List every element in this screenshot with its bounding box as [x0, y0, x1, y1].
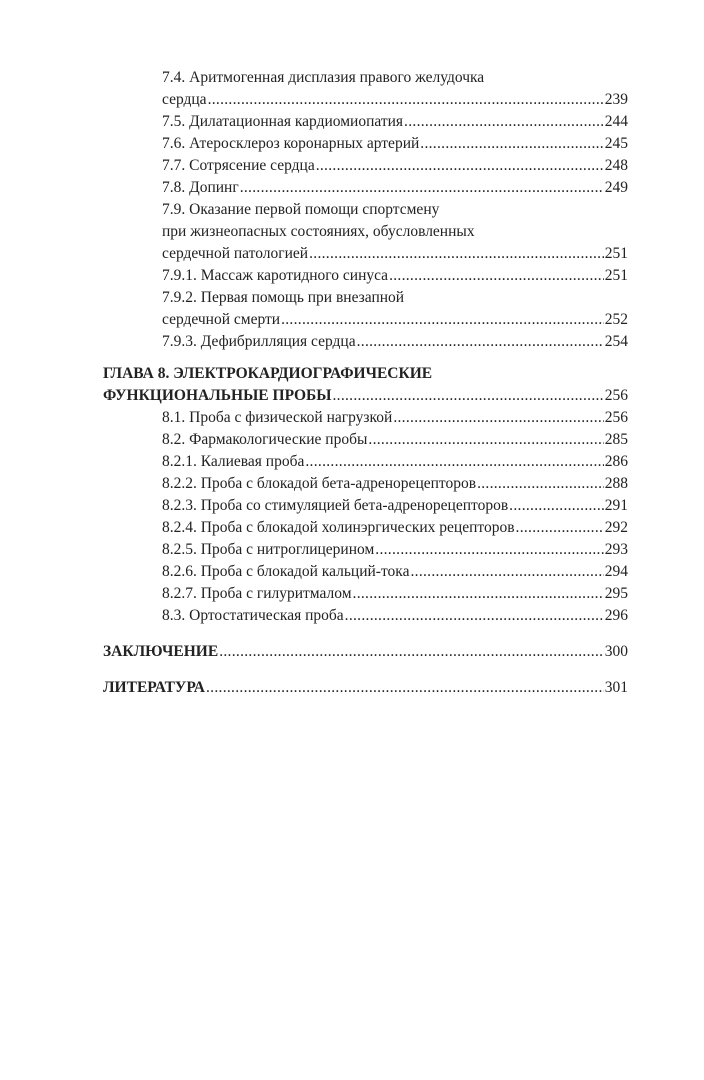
toc-entry-7-9-2-title	[162, 287, 628, 309]
toc-entry-8-2-6[interactable]	[162, 561, 628, 583]
toc-entry-text: сердечной смерти	[162, 311, 281, 328]
toc-entry-7-9-3[interactable]	[162, 331, 628, 353]
toc-entry-7-4-title	[162, 67, 628, 89]
dot-leader	[375, 539, 603, 561]
toc-page-number: 239	[604, 91, 628, 108]
dot-leader	[410, 561, 603, 583]
toc-entry-text: 7.9.2. Первая помощь при внезапной	[162, 289, 405, 306]
dot-leader	[357, 331, 604, 353]
toc-page-number: 252	[604, 311, 628, 328]
toc-page-number: 301	[604, 679, 628, 696]
toc-entry-text: 7.5. Дилатационная кардиомиопатия	[162, 113, 404, 130]
toc-page-number: 248	[604, 157, 628, 174]
toc-entry-7-9-1[interactable]	[162, 265, 628, 287]
toc-conclusion[interactable]	[103, 641, 628, 663]
toc-entry-text: 7.6. Атеросклероз коронарных артерий	[162, 135, 420, 152]
dot-leader	[477, 473, 604, 495]
toc-entry-7-4[interactable]	[162, 89, 628, 111]
toc-entry-8-3[interactable]	[162, 605, 628, 627]
dot-leader	[393, 407, 603, 429]
dot-leader	[316, 155, 604, 177]
toc-entry-text: 8.2.7. Проба с гилуритмалом	[162, 585, 352, 602]
toc-chapter-text: ГЛАВА 8. ЭЛЕКТРОКАРДИОГРАФИЧЕСКИЕ	[103, 365, 433, 382]
dot-leader	[353, 583, 604, 605]
toc-page-number: 251	[604, 245, 628, 262]
dot-leader	[345, 605, 604, 627]
toc-entry-8-2-2[interactable]	[162, 473, 628, 495]
toc-entry-8-2-4[interactable]	[162, 517, 628, 539]
toc-entry-text: сердца	[162, 91, 207, 108]
toc-entry-8-2-5[interactable]	[162, 539, 628, 561]
toc-entry-7-9-title-cont	[162, 221, 628, 243]
dot-leader	[309, 243, 604, 265]
toc-page-number: 293	[604, 541, 628, 558]
toc-page-number: 300	[604, 643, 628, 660]
dot-leader	[516, 517, 604, 539]
toc-entry-8-2-3[interactable]	[162, 495, 628, 517]
toc-entry-text: 7.9. Оказание первой помощи спортсмену	[162, 201, 440, 218]
toc-entry-7-6[interactable]	[162, 133, 628, 155]
toc-page-number: 288	[604, 475, 628, 492]
toc-entry-7-5[interactable]	[162, 111, 628, 133]
toc-page-number: 291	[604, 497, 628, 514]
toc-page-number: 296	[604, 607, 628, 624]
dot-leader	[305, 451, 603, 473]
toc-entry-text: сердечной патологией	[162, 245, 309, 262]
toc-page-number: 256	[604, 387, 628, 404]
toc-literature[interactable]	[103, 677, 628, 699]
toc-entry-text: 8.2.1. Калиевая проба	[162, 453, 305, 470]
toc-entry-text: 8.2.6. Проба с блокадой кальций-тока	[162, 563, 410, 580]
toc-entry-text: 8.2.5. Проба с нитроглицерином	[162, 541, 375, 558]
toc-entry-text: 8.1. Проба с физической нагрузкой	[162, 409, 393, 426]
toc-chapter-8-title	[103, 363, 628, 385]
toc-entry-text: при жизнеопасных состояниях, обусловленных	[162, 223, 475, 240]
toc-page-number: 286	[604, 453, 628, 470]
toc-page-number: 251	[604, 267, 628, 284]
toc-entry-text: 7.7. Сотрясение сердца	[162, 157, 315, 174]
toc-page-number: 292	[604, 519, 628, 536]
toc-entry-text: 8.3. Ортостатическая проба	[162, 607, 344, 624]
toc-chapter-text: ЗАКЛЮЧЕНИЕ	[103, 643, 219, 660]
dot-leader	[332, 385, 603, 407]
toc-page-number: 285	[604, 431, 628, 448]
dot-leader	[219, 641, 604, 663]
dot-leader	[509, 495, 604, 517]
dot-leader	[368, 429, 603, 451]
toc-entry-text: 8.2.3. Проба со стимуляцией бета-адренорецепторов	[162, 497, 509, 514]
toc-page-number: 256	[604, 409, 628, 426]
toc-entry-8-2[interactable]	[162, 429, 628, 451]
dot-leader	[389, 265, 604, 287]
toc-entry-8-2-7[interactable]	[162, 583, 628, 605]
toc-entry-text: 7.8. Допинг	[162, 179, 239, 196]
dot-leader	[281, 309, 604, 331]
toc-page-number: 249	[604, 179, 628, 196]
toc-entry-7-7[interactable]	[162, 155, 628, 177]
toc-page-number: 295	[604, 585, 628, 602]
toc-page-number: 254	[604, 333, 628, 350]
toc-page-number: 245	[604, 135, 628, 152]
dot-leader	[420, 133, 603, 155]
toc-entry-7-9[interactable]	[162, 243, 628, 265]
toc-entry-7-9-2[interactable]	[162, 309, 628, 331]
toc-entry-text: 8.2.2. Проба с блокадой бета-адренорецепторов	[162, 475, 477, 492]
dot-leader	[240, 177, 604, 199]
dot-leader	[404, 111, 604, 133]
toc-entry-text: 8.2.4. Проба с блокадой холинэргических рецепторов	[162, 519, 515, 536]
toc-entry-text: 8.2. Фармакологические пробы	[162, 431, 368, 448]
toc-entry-8-1[interactable]	[162, 407, 628, 429]
toc-entry-text: 7.4. Аритмогенная дисплазия правого желудочка	[162, 69, 485, 86]
toc-chapter-text: ЛИТЕРАТУРА	[103, 679, 205, 696]
toc-chapter-text: ФУНКЦИОНАЛЬНЫЕ ПРОБЫ	[103, 387, 332, 404]
toc-entry-7-8[interactable]	[162, 177, 628, 199]
toc-page-number: 244	[604, 113, 628, 130]
toc-entry-text: 7.9.1. Массаж каротидного синуса	[162, 267, 389, 284]
toc-entry-8-2-1[interactable]	[162, 451, 628, 473]
toc-page-number: 294	[604, 563, 628, 580]
toc-entry-text: 7.9.3. Дефибрилляция сердца	[162, 333, 356, 350]
toc-chapter-8[interactable]	[103, 385, 628, 407]
toc-entry-7-9-title	[162, 199, 628, 221]
dot-leader	[206, 677, 604, 699]
dot-leader	[208, 89, 604, 111]
